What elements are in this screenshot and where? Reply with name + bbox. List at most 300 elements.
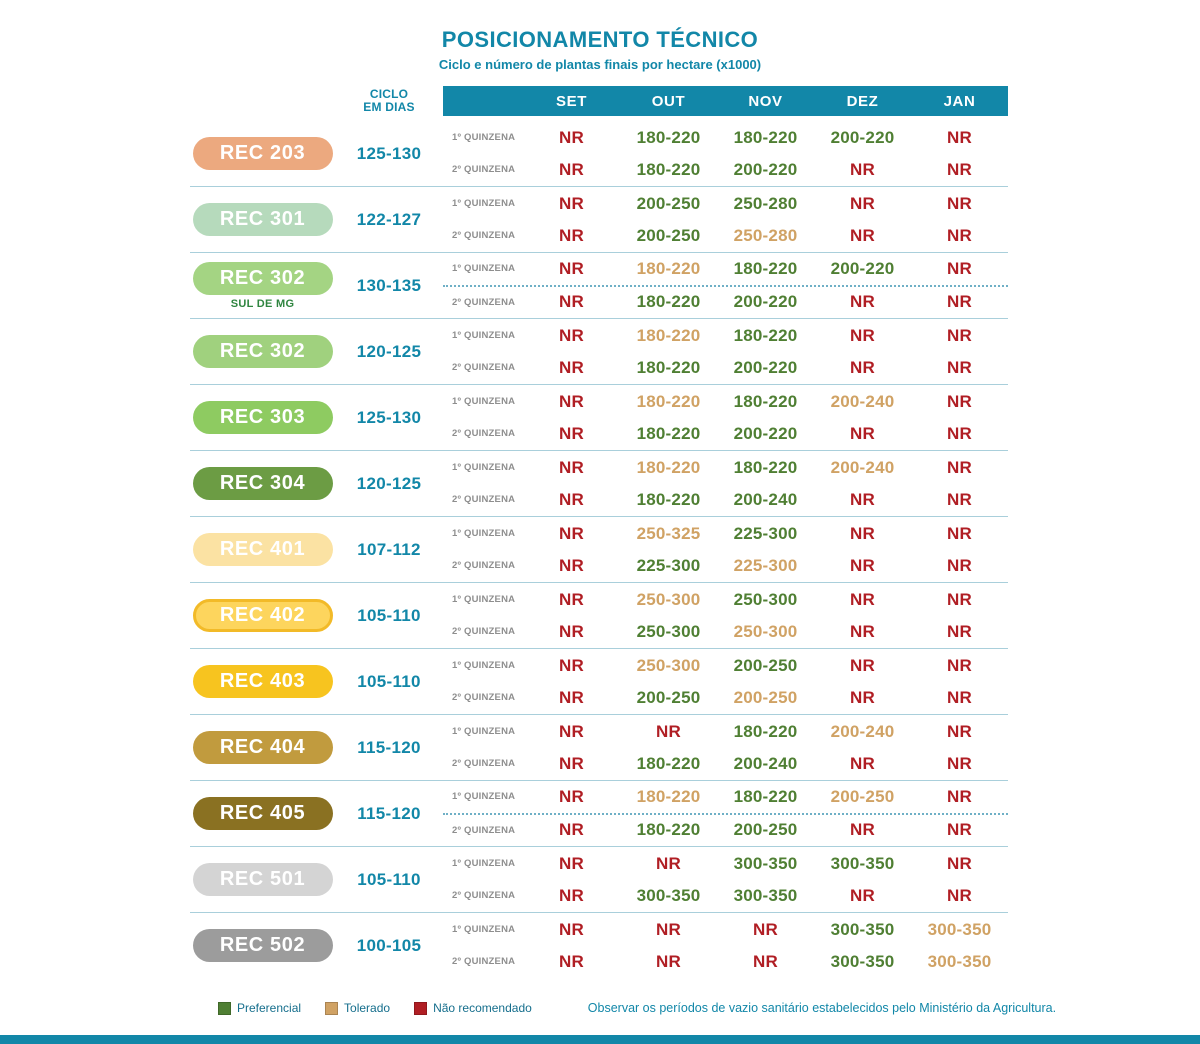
value-cell: 200-250 [733, 655, 798, 675]
month-header-nov: NOV [748, 92, 783, 110]
quinzena-label: 1º QUINZENA [452, 132, 516, 143]
value-cell: 180-220 [636, 423, 701, 443]
ciclo-value: 105-110 [357, 671, 421, 691]
value-cell: NR [656, 853, 681, 873]
value-cell: NR [850, 687, 875, 707]
quinzena-label: 1º QUINZENA [452, 924, 516, 935]
value-cell: 250-300 [636, 589, 701, 609]
ciclo-value: 115-120 [357, 737, 421, 757]
rec-pill: REC 502 [193, 929, 333, 962]
value-cell: NR [559, 292, 584, 312]
quinzena-cells [523, 920, 1008, 940]
quinzena-cells [523, 688, 1008, 708]
value-cell: 200-220 [733, 423, 798, 443]
month-header-jan: JAN [943, 92, 976, 110]
quinzena-row-2 [443, 682, 1008, 714]
quinzena-row-1 [443, 584, 1008, 616]
quinzena-label: 1º QUINZENA [452, 198, 516, 209]
value-cell: 200-250 [636, 687, 701, 707]
rec-pill-column [190, 137, 335, 170]
value-cell: 180-220 [636, 753, 701, 773]
value-cell: NR [947, 391, 972, 411]
quinzena-label: 1º QUINZENA [452, 528, 516, 539]
value-cell: 225-300 [636, 555, 701, 575]
value-cell: NR [559, 159, 584, 179]
sanitary-note: Observar os períodos de vazio sanitário estabelecidos pelo Ministério da Agricultura. [587, 1001, 1057, 1015]
quinzena-rows [443, 319, 1008, 384]
ciclo-header-line1: CICLO [369, 87, 409, 101]
value-cell: 180-220 [636, 127, 701, 147]
month-header-bar [443, 86, 1008, 116]
rec-pill-column [190, 401, 335, 434]
ciclo-value: 122-127 [356, 209, 422, 229]
legend-item-nao-recomendado [414, 1001, 532, 1015]
value-cell: NR [656, 919, 681, 939]
month-header-out: OUT [651, 92, 686, 110]
value-cell: NR [947, 159, 972, 179]
quinzena-row-1 [443, 650, 1008, 682]
quinzena-label: 1º QUINZENA [452, 726, 516, 737]
value-cell: 180-220 [636, 786, 701, 806]
value-cell: 200-240 [830, 391, 895, 411]
rec-pill: REC 405 [193, 797, 333, 830]
quinzena-cells [523, 952, 1008, 972]
value-cell: NR [559, 786, 584, 806]
table-row [190, 847, 1008, 913]
value-cell: 250-280 [733, 193, 798, 213]
quinzena-cells [523, 424, 1008, 444]
value-cell: 200-250 [636, 225, 701, 245]
legend-swatch-tolerado [325, 1002, 338, 1015]
value-cell: 180-220 [733, 258, 798, 278]
quinzena-label: 1º QUINZENA [452, 858, 516, 869]
quinzena-cells [523, 556, 1008, 576]
value-cell: NR [559, 951, 584, 971]
value-cell: 180-220 [636, 357, 701, 377]
value-cell: 200-240 [733, 753, 798, 773]
value-cell: NR [850, 357, 875, 377]
legend-label-tolerado: Tolerado [344, 1001, 391, 1015]
value-cell: NR [947, 489, 972, 509]
quinzena-cells [523, 160, 1008, 180]
value-cell: NR [947, 589, 972, 609]
value-cell: NR [947, 258, 972, 278]
value-cell: NR [559, 687, 584, 707]
quinzena-row-2 [443, 418, 1008, 450]
quinzena-row-2 [443, 550, 1008, 582]
value-cell: NR [947, 753, 972, 773]
value-cell: NR [559, 555, 584, 575]
quinzena-row-2 [443, 220, 1008, 252]
quinzena-label: 2º QUINZENA [452, 692, 516, 703]
value-cell: 200-240 [830, 457, 895, 477]
ciclo-value: 125-130 [356, 407, 422, 427]
quinzena-row-2 [443, 880, 1008, 912]
value-cell: 300-350 [927, 919, 992, 939]
legend-and-note [218, 1001, 1056, 1015]
value-cell: NR [850, 489, 875, 509]
value-cell: NR [947, 292, 972, 312]
quinzena-row-1 [443, 188, 1008, 220]
rec-pill: REC 501 [193, 863, 333, 896]
quinzena-cells [523, 326, 1008, 346]
rec-pill: REC 401 [193, 533, 333, 566]
value-cell: NR [559, 225, 584, 245]
value-cell: NR [559, 853, 584, 873]
table-row [190, 517, 1008, 583]
value-cell: NR [559, 885, 584, 905]
quinzena-rows [443, 913, 1008, 978]
quinzena-row-1 [443, 716, 1008, 748]
ciclo-value: 105-110 [357, 605, 421, 625]
quinzena-label: 2º QUINZENA [452, 296, 516, 308]
quinzena-label: 2º QUINZENA [452, 164, 516, 175]
table-row [190, 187, 1008, 253]
quinzena-cells [523, 259, 1008, 279]
value-cell: NR [850, 225, 875, 245]
value-cell: NR [559, 127, 584, 147]
rec-pill-column [190, 203, 335, 236]
quinzena-cells [523, 292, 1008, 312]
value-cell: 200-250 [830, 786, 895, 806]
ciclo-value: 120-125 [356, 473, 422, 493]
quinzena-cells [523, 854, 1008, 874]
rec-pill-column [190, 863, 335, 896]
value-cell: NR [947, 225, 972, 245]
value-cell: 180-220 [733, 786, 798, 806]
value-cell: NR [947, 523, 972, 543]
ciclo-value: 130-135 [356, 275, 422, 295]
value-cell: 200-220 [733, 357, 798, 377]
legend-item-tolerado [325, 1001, 390, 1015]
rec-pill-column [190, 467, 335, 500]
value-cell: 180-220 [636, 457, 701, 477]
value-cell: NR [850, 193, 875, 213]
quinzena-row-1 [443, 518, 1008, 550]
quinzena-label: 1º QUINZENA [452, 396, 516, 407]
quinzena-rows [443, 649, 1008, 714]
value-cell: 250-280 [733, 225, 798, 245]
quinzena-cells [523, 886, 1008, 906]
quinzena-cells [523, 226, 1008, 246]
quinzena-row-1 [443, 914, 1008, 946]
quinzena-cells [523, 722, 1008, 742]
month-header-dez: DEZ [846, 92, 879, 110]
rec-pill-column [190, 599, 335, 632]
rec-pill: REC 203 [193, 137, 333, 170]
value-cell: 300-350 [733, 853, 798, 873]
value-cell: NR [559, 325, 584, 345]
value-cell: NR [559, 820, 584, 840]
quinzena-label: 2º QUINZENA [452, 362, 516, 373]
quinzena-label: 2º QUINZENA [452, 956, 516, 967]
quinzena-cells [523, 820, 1008, 840]
ciclo-value: 100-105 [356, 935, 422, 955]
quinzena-row-2 [443, 616, 1008, 648]
quinzena-rows [443, 781, 1008, 846]
value-cell: 300-350 [830, 853, 895, 873]
rec-pill: REC 302 [193, 335, 333, 368]
legend-label-preferencial: Preferencial [237, 1001, 302, 1015]
bottom-accent-bar [0, 1035, 1200, 1044]
value-cell: 180-220 [636, 292, 701, 312]
ciclo-value: 120-125 [356, 341, 422, 361]
value-cell: NR [850, 753, 875, 773]
value-cell: 250-300 [636, 621, 701, 641]
quinzena-row-1 [443, 452, 1008, 484]
quinzena-cells [523, 656, 1008, 676]
value-cell: 200-220 [830, 258, 895, 278]
rec-sublabel: SUL DE MG [230, 297, 295, 310]
quinzena-row-2 [443, 287, 1008, 319]
ciclo-value: 125-130 [356, 143, 422, 163]
value-cell: 300-350 [830, 951, 895, 971]
quinzena-label: 2º QUINZENA [452, 890, 516, 901]
ciclo-value: 115-120 [357, 803, 421, 823]
ciclo-em-dias-header [335, 86, 443, 116]
value-cell: NR [753, 919, 778, 939]
value-cell: NR [850, 292, 875, 312]
value-cell: NR [947, 127, 972, 147]
legend-swatch-nao-recomendado [414, 1002, 427, 1015]
value-cell: NR [559, 457, 584, 477]
quinzena-row-2 [443, 484, 1008, 516]
value-cell: NR [947, 721, 972, 741]
value-cell: NR [947, 193, 972, 213]
rec-pill-column [190, 797, 335, 830]
quinzena-rows [443, 385, 1008, 450]
value-cell: NR [559, 919, 584, 939]
table-row [190, 319, 1008, 385]
month-header-set: SET [556, 92, 587, 110]
value-cell: NR [559, 391, 584, 411]
value-cell: NR [559, 655, 584, 675]
table-row [190, 385, 1008, 451]
quinzena-row-2 [443, 352, 1008, 384]
value-cell: 180-220 [636, 820, 701, 840]
quinzena-cells [523, 358, 1008, 378]
value-cell: 180-220 [636, 391, 701, 411]
value-cell: 300-350 [830, 919, 895, 939]
legend-label-nao-recomendado: Não recomendado [433, 1001, 532, 1015]
positioning-table [190, 86, 1008, 978]
quinzena-rows [443, 451, 1008, 516]
page-subtitle: Ciclo e número de plantas finais por hectare (x1000) [438, 57, 762, 72]
quinzena-label: 2º QUINZENA [452, 494, 516, 505]
quinzena-row-2 [443, 154, 1008, 186]
quinzena-label: 2º QUINZENA [452, 560, 516, 571]
page-title: POSICIONAMENTO TÉCNICO [441, 27, 759, 52]
quinzena-row-2 [443, 748, 1008, 780]
table-row [190, 583, 1008, 649]
value-cell: 300-350 [733, 885, 798, 905]
ciclo-header-line2: EM DIAS [363, 100, 415, 114]
table-row [190, 781, 1008, 847]
quinzena-row-2 [443, 946, 1008, 978]
quinzena-row-1 [443, 122, 1008, 154]
value-cell: 180-220 [636, 325, 701, 345]
value-cell: NR [947, 457, 972, 477]
value-cell: NR [559, 523, 584, 543]
quinzena-label: 2º QUINZENA [452, 758, 516, 769]
quinzena-row-1 [443, 781, 1008, 815]
value-cell: NR [559, 193, 584, 213]
value-cell: 180-220 [733, 391, 798, 411]
value-cell: NR [947, 357, 972, 377]
quinzena-rows [443, 583, 1008, 648]
rec-pill-column [190, 533, 335, 566]
value-cell: NR [559, 489, 584, 509]
value-cell: NR [559, 258, 584, 278]
value-cell: NR [947, 621, 972, 641]
quinzena-row-1 [443, 386, 1008, 418]
value-cell: 225-300 [733, 523, 798, 543]
quinzena-cells [523, 194, 1008, 214]
value-cell: 180-220 [636, 159, 701, 179]
quinzena-cells [523, 392, 1008, 412]
quinzena-cells [523, 458, 1008, 478]
value-cell: NR [850, 820, 875, 840]
legend-swatch-preferencial [218, 1002, 231, 1015]
table-row [190, 715, 1008, 781]
quinzena-cells [523, 490, 1008, 510]
value-cell: NR [559, 423, 584, 443]
value-cell: NR [559, 589, 584, 609]
rec-pill: REC 303 [193, 401, 333, 434]
value-cell: NR [947, 687, 972, 707]
quinzena-cells [523, 787, 1008, 807]
value-cell: NR [850, 423, 875, 443]
value-cell: 250-300 [733, 621, 798, 641]
value-cell: NR [947, 885, 972, 905]
value-cell: 180-220 [733, 127, 798, 147]
table-row [190, 913, 1008, 978]
value-cell: 200-220 [830, 127, 895, 147]
value-cell: NR [656, 721, 681, 741]
rec-pill: REC 402 [193, 599, 333, 632]
value-cell: 225-300 [733, 555, 798, 575]
quinzena-row-1 [443, 320, 1008, 352]
quinzena-label: 1º QUINZENA [452, 462, 516, 473]
value-cell: 200-240 [830, 721, 895, 741]
value-cell: NR [850, 523, 875, 543]
quinzena-cells [523, 524, 1008, 544]
value-cell: 180-220 [733, 325, 798, 345]
value-cell: NR [559, 357, 584, 377]
rec-pill-column [190, 335, 335, 368]
rec-pill-column [190, 262, 335, 310]
value-cell: 180-220 [636, 489, 701, 509]
rec-pill: REC 304 [193, 467, 333, 500]
value-cell: 180-220 [733, 721, 798, 741]
value-cell: 180-220 [636, 258, 701, 278]
value-cell: NR [850, 655, 875, 675]
table-body [190, 121, 1008, 978]
value-cell: 250-325 [636, 523, 701, 543]
quinzena-label: 1º QUINZENA [452, 660, 516, 671]
value-cell: 250-300 [636, 655, 701, 675]
value-cell: NR [947, 853, 972, 873]
quinzena-label: 2º QUINZENA [452, 824, 516, 836]
value-cell: 250-300 [733, 589, 798, 609]
quinzena-cells [523, 754, 1008, 774]
value-cell: 200-240 [733, 489, 798, 509]
value-cell: NR [850, 159, 875, 179]
quinzena-rows [443, 253, 1008, 318]
value-cell: 200-250 [733, 687, 798, 707]
rec-pill-column [190, 929, 335, 962]
value-cell: 300-350 [636, 885, 701, 905]
value-cell: NR [850, 621, 875, 641]
legend-item-preferencial [218, 1001, 301, 1015]
quinzena-row-1 [443, 848, 1008, 880]
quinzena-label: 1º QUINZENA [452, 594, 516, 605]
quinzena-row-1 [443, 253, 1008, 287]
quinzena-rows [443, 187, 1008, 252]
quinzena-cells [523, 622, 1008, 642]
value-cell: NR [850, 555, 875, 575]
value-cell: NR [850, 589, 875, 609]
quinzena-row-2 [443, 815, 1008, 847]
table-row [190, 121, 1008, 187]
table-row [190, 451, 1008, 517]
quinzena-label: 2º QUINZENA [452, 428, 516, 439]
value-cell: NR [850, 325, 875, 345]
value-cell: NR [947, 786, 972, 806]
quinzena-label: 1º QUINZENA [452, 263, 516, 275]
ciclo-value: 107-112 [357, 539, 421, 559]
rec-pill: REC 403 [193, 665, 333, 698]
quinzena-cells [523, 590, 1008, 610]
value-cell: 200-250 [636, 193, 701, 213]
rec-pill: REC 404 [193, 731, 333, 764]
table-header-row [190, 86, 1008, 116]
value-cell: 200-220 [733, 292, 798, 312]
quinzena-cells [523, 128, 1008, 148]
value-cell: NR [559, 753, 584, 773]
value-cell: 200-220 [733, 159, 798, 179]
value-cell: 180-220 [733, 457, 798, 477]
value-cell: NR [559, 621, 584, 641]
rec-pill: REC 302 [193, 262, 333, 295]
value-cell: NR [850, 885, 875, 905]
table-row [190, 253, 1008, 319]
quinzena-rows [443, 517, 1008, 582]
ciclo-value: 105-110 [357, 869, 421, 889]
value-cell: NR [947, 423, 972, 443]
value-cell: 300-350 [927, 951, 992, 971]
rec-pill: REC 301 [193, 203, 333, 236]
value-cell: NR [947, 820, 972, 840]
quinzena-label: 1º QUINZENA [452, 791, 516, 803]
value-cell: 200-250 [733, 820, 798, 840]
quinzena-rows [443, 121, 1008, 186]
value-cell: NR [947, 555, 972, 575]
table-row [190, 649, 1008, 715]
quinzena-label: 1º QUINZENA [452, 330, 516, 341]
quinzena-rows [443, 715, 1008, 780]
value-cell: NR [947, 325, 972, 345]
value-cell: NR [753, 951, 778, 971]
value-cell: NR [656, 951, 681, 971]
value-cell: NR [947, 655, 972, 675]
quinzena-rows [443, 847, 1008, 912]
rec-pill-column [190, 731, 335, 764]
quinzena-label: 2º QUINZENA [452, 626, 516, 637]
quinzena-label: 2º QUINZENA [452, 230, 516, 241]
value-cell: NR [559, 721, 584, 741]
rec-pill-column [190, 665, 335, 698]
